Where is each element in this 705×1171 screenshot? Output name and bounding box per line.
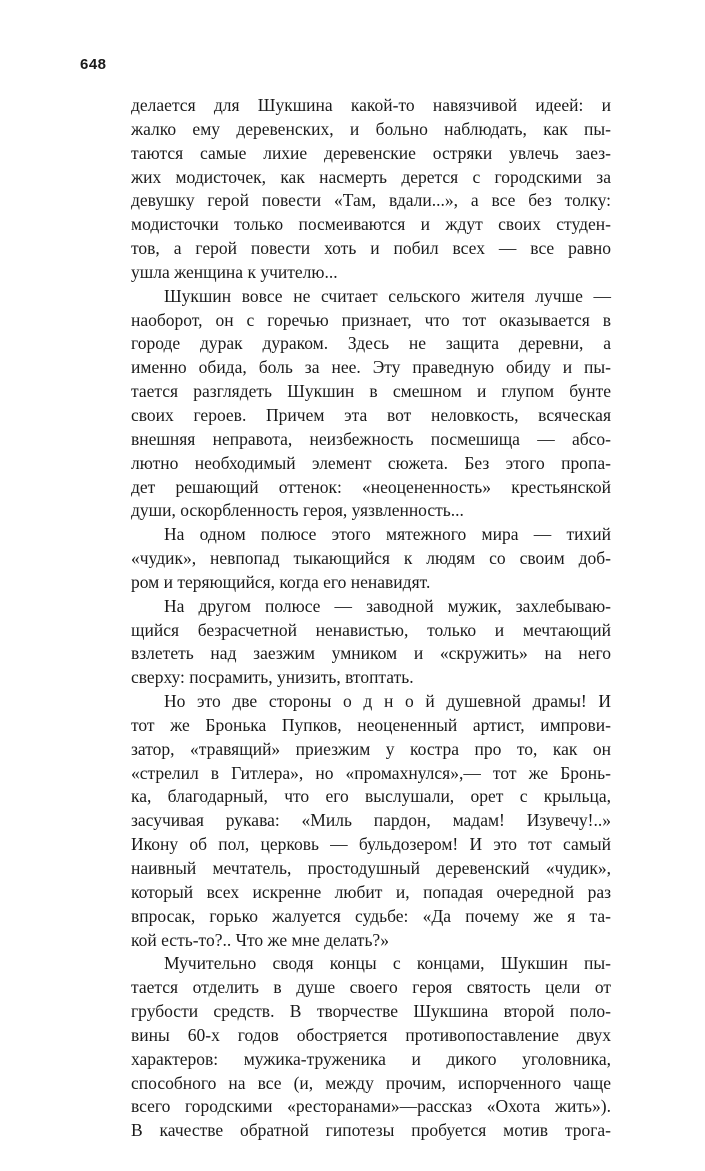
- text-line: кой есть-то?.. Что же мне делать?»: [131, 929, 389, 950]
- text-line: грубости средств. В творчестве Шукшина второй поло-: [131, 1001, 611, 1022]
- text-line: девушку герой повести «Там, вдали...», а все без толку:: [131, 190, 611, 211]
- text-line: модисточки только посмеиваются и ждут своих студен-: [131, 214, 611, 235]
- text-line: наивный мечтатель, простодушный деревенский «чудик»,: [131, 858, 611, 878]
- text-line: На одном полюсе этого мятежного мира — тихий: [164, 524, 611, 545]
- paragraph: [131, 94, 611, 285]
- text-line: ушла женщина к учителю...: [131, 261, 338, 282]
- text-line: тается разглядеть Шукшин в смешном и глупом бунте: [131, 381, 611, 402]
- page-number: 648: [80, 56, 107, 73]
- text-line: характеров: мужика-труженика и дикого уголовника,: [131, 1048, 611, 1069]
- text-line: В качестве обратной гипотезы пробуется мотив трога-: [131, 1120, 611, 1141]
- text-line: городе дурак дураком. Здесь не защита деревни, а: [131, 333, 611, 354]
- paragraph: [131, 595, 611, 690]
- text-line: тов, а герой повести хоть и побил всех — все равно: [131, 238, 611, 259]
- paragraph: [131, 690, 611, 952]
- text-line: который всех искренне любит и, попадая очередной раз: [131, 881, 611, 902]
- text-line: способного на все (и, между прочим, испорченного чаще: [131, 1072, 611, 1093]
- text-line: щийся безрасчетной ненавистью, только и мечтающий: [131, 619, 611, 640]
- text-line: именно обида, боль за нее. Эту праведную обиду и пы-: [131, 357, 611, 378]
- text-line: ка, благодарный, что его выслушали, орет с крыльца,: [131, 786, 611, 807]
- paragraph: [131, 523, 611, 595]
- text-line: внешняя неправота, неизбежность посмешища — абсо-: [131, 428, 611, 449]
- text-line: дет решающий оттенок: «неоцененность» крестьянской: [131, 476, 611, 497]
- text-line: «стрелил в Гитлера», но «промахнулся»,— тот же Бронь-: [131, 762, 611, 783]
- text-line: делается для Шукшина какой-то навязчивой идеей: и: [131, 95, 611, 115]
- text-line: впросак, горько жалуется судьбе: «Да почему же я та-: [131, 905, 611, 926]
- text-line: тот же Бронька Пупков, неоцененный артист, импрови-: [131, 714, 611, 735]
- text-line: Шукшин вовсе не считает сельского жителя лучше —: [164, 285, 611, 306]
- text-line: жалко ему деревенских, и больно наблюдать, как пы-: [131, 118, 611, 139]
- text-line: сверху: посрамить, унизить, втоптать.: [131, 667, 414, 688]
- text-line: вины 60-х годов обостряется противопоставление двух: [131, 1024, 611, 1045]
- text-line: На другом полюсе — заводной мужик, захлебываю-: [164, 595, 611, 616]
- text-line: затор, «травящий» приезжим у костра про то, как он: [131, 738, 611, 759]
- text-line: Икону об пол, церковь — бульдозером! И это тот самый: [131, 834, 611, 855]
- text-line: взлететь над заезжим умником и «скружить» на него: [131, 643, 611, 664]
- text-line: ром и теряющийся, когда его ненавидят.: [131, 571, 431, 592]
- paragraph: [131, 952, 611, 1143]
- text-line: души, оскорбленность героя, уязвленность...: [131, 500, 464, 521]
- text-line: своих героев. Причем эта вот неловкость, всяческая: [131, 404, 611, 425]
- text-line: наоборот, он с горечью признает, что тот оказывается в: [131, 309, 611, 330]
- text-body: [131, 94, 611, 1143]
- text-line: таются самые лихие деревенские остряки увлечь заез-: [131, 142, 611, 163]
- text-line: жих модисточек, как насмерть дерется с городскими за: [131, 166, 611, 187]
- text-line: всего городскими «ресторанами»—рассказ «Охота жить»).: [131, 1096, 611, 1117]
- text-line: лютно необходимый элемент сюжета. Без этого пропа-: [131, 452, 611, 473]
- text-line: «чудик», невпопад тыкающийся к людям со своим доб-: [131, 548, 611, 569]
- text-line: Но это две стороны о д н о й душевной драмы! И: [164, 691, 611, 712]
- text-line: тается отделить в душе своего героя святость цели от: [131, 977, 611, 998]
- text-line: засучивая рукава: «Миль пардон, мадам! Изувечу!..»: [131, 810, 611, 831]
- paragraph: [131, 285, 611, 523]
- text-line: Мучительно сводя концы с концами, Шукшин пы-: [164, 953, 611, 974]
